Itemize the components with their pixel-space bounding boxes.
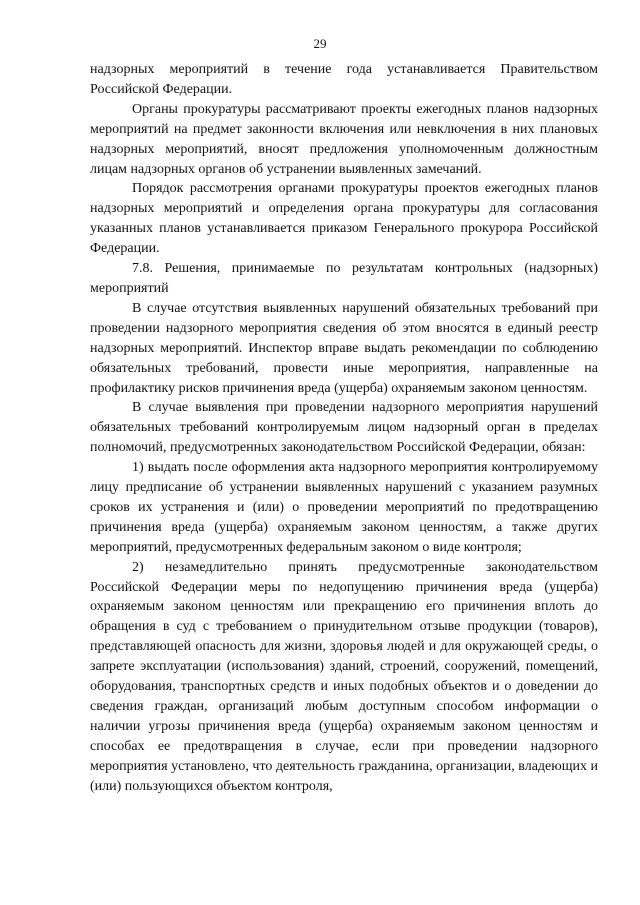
list-item-1: 1) выдать после оформления акта надзорного мероприятия контролируемому лицу предписание об устранении выявленных нарушений с указанием разумных сроков их устранения и (или) о проведении мероприятий по предотвращению причинения вреда (ущерба) охраняемым законом ценностям, а также других мероприятий, предусмотренных федеральным законом о виде контроля;	[90, 460, 598, 555]
list-item-2: 2) незамедлительно принять предусмотренные законодательством Российской Федерации меры по недопущению причинения вреда (ущерба) охраняемым законом ценностям или прекращению его причинения вплоть до обращения в суд с требованием о принудительном отзыве продукции (товаров), представляющей опасность для жизни, здоровья людей и для окружающей среды, о запрете эксплуатации (использования) зданий, строений, сооружений, помещений, оборудования, транспортных средств и иных подобных объектов и о доведении до сведения граждан, организаций любым доступным способом информации о наличии угрозы причинения вреда (ущерба) охраняемым законом ценностям и способах ее предотвращения в случае, если при проведении надзорного мероприятия установлено, что деятельность гражданина, организации, владеющих и (или) пользующихся объектом контроля,	[90, 559, 598, 794]
paragraph-continuation: надзорных мероприятий в течение года устанавливается Правительством Российской Федерации.	[90, 62, 598, 97]
paragraph-review-procedure: Порядок рассмотрения органами прокуратуры проектов ежегодных планов надзорных мероприятий и определения органа прокуратуры для согласования указанных планов устанавливается приказом Генерального прокурора Российской Федерации.	[90, 181, 598, 257]
paragraph-prosecutor-review: Органы прокуратуры рассматривают проекты ежегодных планов надзорных мероприятий на предмет законности включения или невключения в них плановых надзорных мероприятий, вносят предложения уполномоченным должностным лицам надзорных органов об устранении выявленных замечаний.	[90, 101, 598, 177]
paragraph-violations-found: В случае выявления при проведении надзорного мероприятия нарушений обязательных требований контролируемым лицом надзорный орган в пределах полномочий, предусмотренных законодательством Российской Федерации, обязан:	[90, 400, 598, 456]
page-number: 29	[313, 36, 327, 51]
paragraph-no-violations: В случае отсутствия выявленных нарушений обязательных требований при проведении надзорного мероприятия сведения об этом вносятся в единый реестр надзорных мероприятий. Инспектор вправе выдать рекомендации по соблюдению обязательных требований, провести иные мероприятия, направленные на профилактику рисков причинения вреда (ущерба) охраняемым законом ценностям.	[90, 300, 598, 396]
section-heading-7-8: 7.8. Решения, принимаемые по результатам контрольных (надзорных) мероприятий	[90, 261, 598, 296]
document-body	[90, 60, 598, 797]
